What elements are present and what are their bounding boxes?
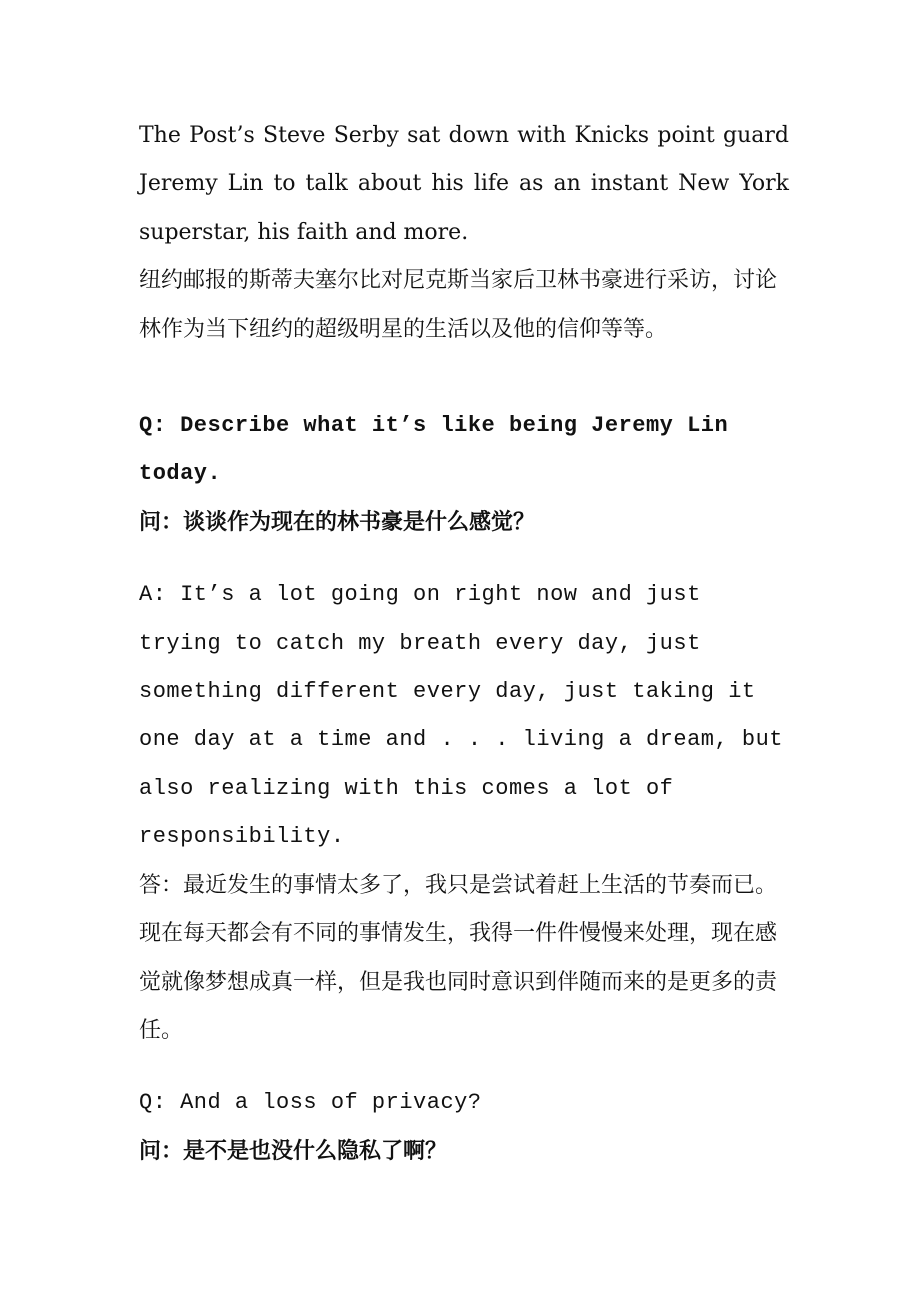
intro-english: The Post’s Steve Serby sat down with Knicks point guard Jeremy Lin to talk about his life as an instant New York superstar, his faith and more. xyxy=(139,123,789,245)
document-page xyxy=(139,112,789,1176)
question-1-english: Q: Describe what it’s like being Jeremy Lin today. xyxy=(139,413,729,487)
answer-1-chinese: 答：最近发生的事情太多了，我只是尝试着赶上生活的节奏而已。现在每天都会有不同的事情发生，我得一件件慢慢来处理，现在感觉就像梦想成真一样，但是我也同时意识到伴随而来的是更多的责任。 xyxy=(139,872,778,1043)
spacer xyxy=(139,354,789,402)
intro-chinese: 纽约邮报的斯蒂夫塞尔比对尼克斯当家后卫林书豪进行采访，讨论林作为当下纽约的超级明星的生活以及他的信仰等等。 xyxy=(139,268,778,342)
spacer xyxy=(139,547,789,571)
question-2-english: Q: And a loss of privacy? xyxy=(139,1090,482,1116)
spacer xyxy=(139,1055,789,1079)
answer-1-english: A: It’s a lot going on right now and just trying to catch my breath every day, just something different every day, just taking it one day at a time and . . . living a dream, but also realizing with this comes a lot of responsibility. xyxy=(139,582,784,850)
question-1-chinese: 问：谈谈作为现在的林书豪是什么感觉？ xyxy=(139,509,536,535)
question-2-chinese: 问：是不是也没什么隐私了啊？ xyxy=(139,1138,448,1164)
